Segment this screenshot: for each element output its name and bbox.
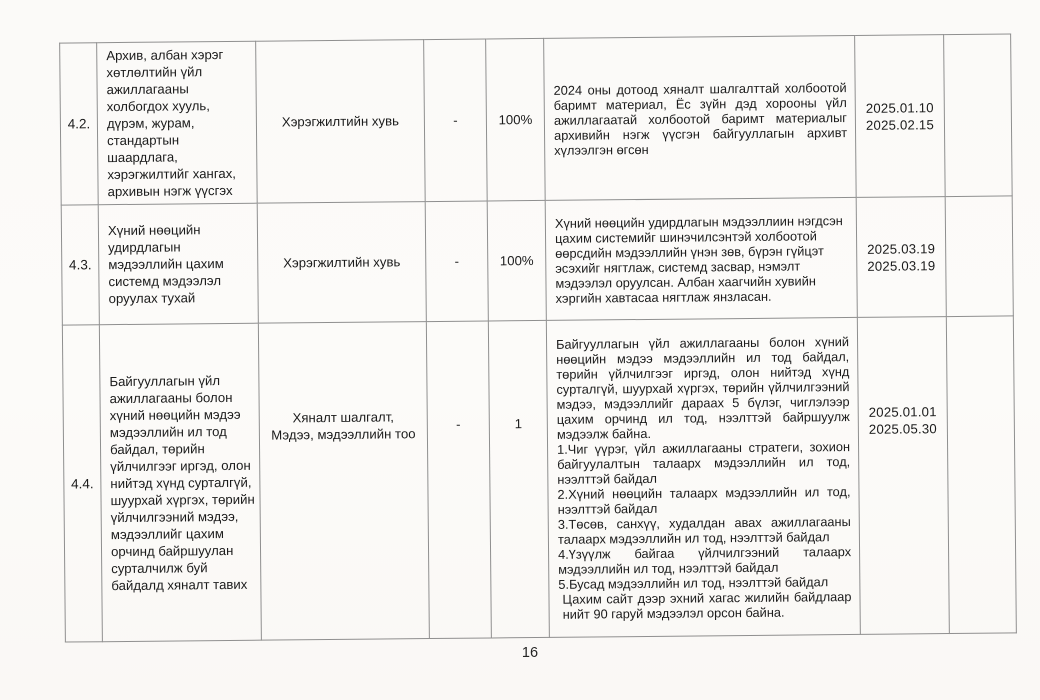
page-number: 16 (521, 645, 539, 661)
result-cell (545, 197, 857, 320)
target-cell: 1 (488, 320, 549, 638)
date-start: 2025.01.10 (865, 99, 934, 116)
result-paragraph: 5.Бусад мэдээллийн ил тод, нээлттэй байдал (558, 574, 829, 592)
date-end: 2025.05.30 (868, 421, 937, 437)
result-paragraph: 1.Чиг үүрэг, үйл ажиллагааны стратеги, зохион байгуулалтын талаарх мэдээллийн ил тод, нээлттэй байдал (556, 439, 851, 487)
result-paragraph: 3.Төсөв, санхүү, худалдан авах ажиллагааны талаарх мэдээллийн ил тод, нээлттэй байдал (557, 514, 851, 547)
result-paragraph: 2.Хүний нөөцийн талаарх мэдээллийн ил тод, нээлттэй байдал (557, 484, 851, 517)
table-row (62, 316, 1016, 642)
result-cell (546, 317, 860, 637)
date-end: 2025.03.19 (867, 257, 936, 274)
date-range-cell (855, 35, 946, 198)
result-paragraph: Хүний нөөцийн удирдлагын мэдээллиин нэгдсэн цахим системийг шинэчилсэнтэй холбоотой өөрсдийн мэдээллийн үнэн зөв, бүрэн гүйцэт эсэхийг нягтлаж, системд засвар, нэмэлт мэдээлэл оруулсан. Албан хаагчийн хувийн хэргийн хавтасаа нягтлаж янзласан. (554, 213, 843, 306)
empty-cell (946, 316, 1016, 634)
empty-cell (944, 34, 1013, 197)
row-number: 4.2. (60, 43, 99, 205)
result-cell (544, 35, 857, 200)
target-cell: 100% (487, 200, 546, 321)
result-paragraph: 2024 оны дотоод хяналт шалгалттай холбоотой баримт материал, Ёс зүйн дэд хорооны үйл ажиллагаатай холбоотой баримт материалыг архивийн нэгж үүсгэн байгууллагын архивт хүлээлгэн өгсөн (553, 79, 848, 158)
date-range-cell (857, 317, 949, 635)
task-cell: Архив, албан хэрэг хөтлөлтийн үйл ажиллагааны холбогдох хууль, дүрэм, журам, стандартын шаардлага, хэрэгжилтийг хангах, архивын нэгж үүсгэх (97, 41, 258, 205)
document-table (59, 33, 1017, 642)
target-cell: 100% (486, 38, 546, 201)
date-end: 2025.02.15 (865, 116, 935, 133)
date-start: 2025.03.19 (867, 240, 936, 257)
baseline-cell: - (425, 201, 488, 322)
baseline-cell: - (424, 39, 488, 202)
result-paragraph: Цахим сайт дээр эхний хагас жилийн байдлаар нийт 90 гаруй мэдээлэл орсон байна. (562, 589, 852, 622)
result-paragraph: Байгууллагын үйл ажиллагааны болон хүний нөөцийн мэдээ мэдээллийн ил тод байдал, төрийн үйлчилгээг иргэд, олон нийтэд хүнд сурталгүй, шуурхай хүргэх, төрийн үйлчилгээний мэдээ, мэдээллийг дараах 5 бүлэг, чиглэлээр цахим орчинд ил тод, нээлттэй байршуулж мэдээлж байна. (555, 334, 850, 442)
result-paragraph: 4.Үзүүлж байгаа үйлчилгээний талаарх мэдээллийн ил тод, нээлттэй байдал (558, 544, 852, 577)
date-start: 2025.01.01 (868, 404, 937, 420)
table-row (61, 196, 1013, 325)
row-number: 4.4. (62, 325, 102, 642)
indicator-cell: Хяналт шалгалт, Мэдээ, мэдээллийн тоо (258, 322, 429, 641)
indicator-cell: Хэрэгжилтийн хувь (256, 40, 426, 204)
indicator-cell: Хэрэгжилтийн хувь (257, 202, 426, 324)
date-range-cell (856, 197, 946, 318)
task-cell: Хүний нөөцийн удирдлагын мэдээллийн цахим системд мэдээлэл оруулах тухай (98, 203, 258, 325)
table-row (60, 34, 1013, 205)
row-number: 4.3. (61, 205, 99, 325)
empty-cell (945, 196, 1013, 317)
baseline-cell: - (426, 321, 491, 639)
task-cell: Байгууллагын үйл ажиллагааны болон хүний нөөцийн мэдээ мэдээллийн ил тод байдал, төрийн үйлчилгээг иргэд, олон нийтэд хүнд сурталгүй, шуурхай хүргэх, төрийн үйлчилгээний мэдээ, мэдээллийг цахим орчинд байршуулан сурталчилж буй байдалд хяналт тавих (99, 323, 261, 642)
